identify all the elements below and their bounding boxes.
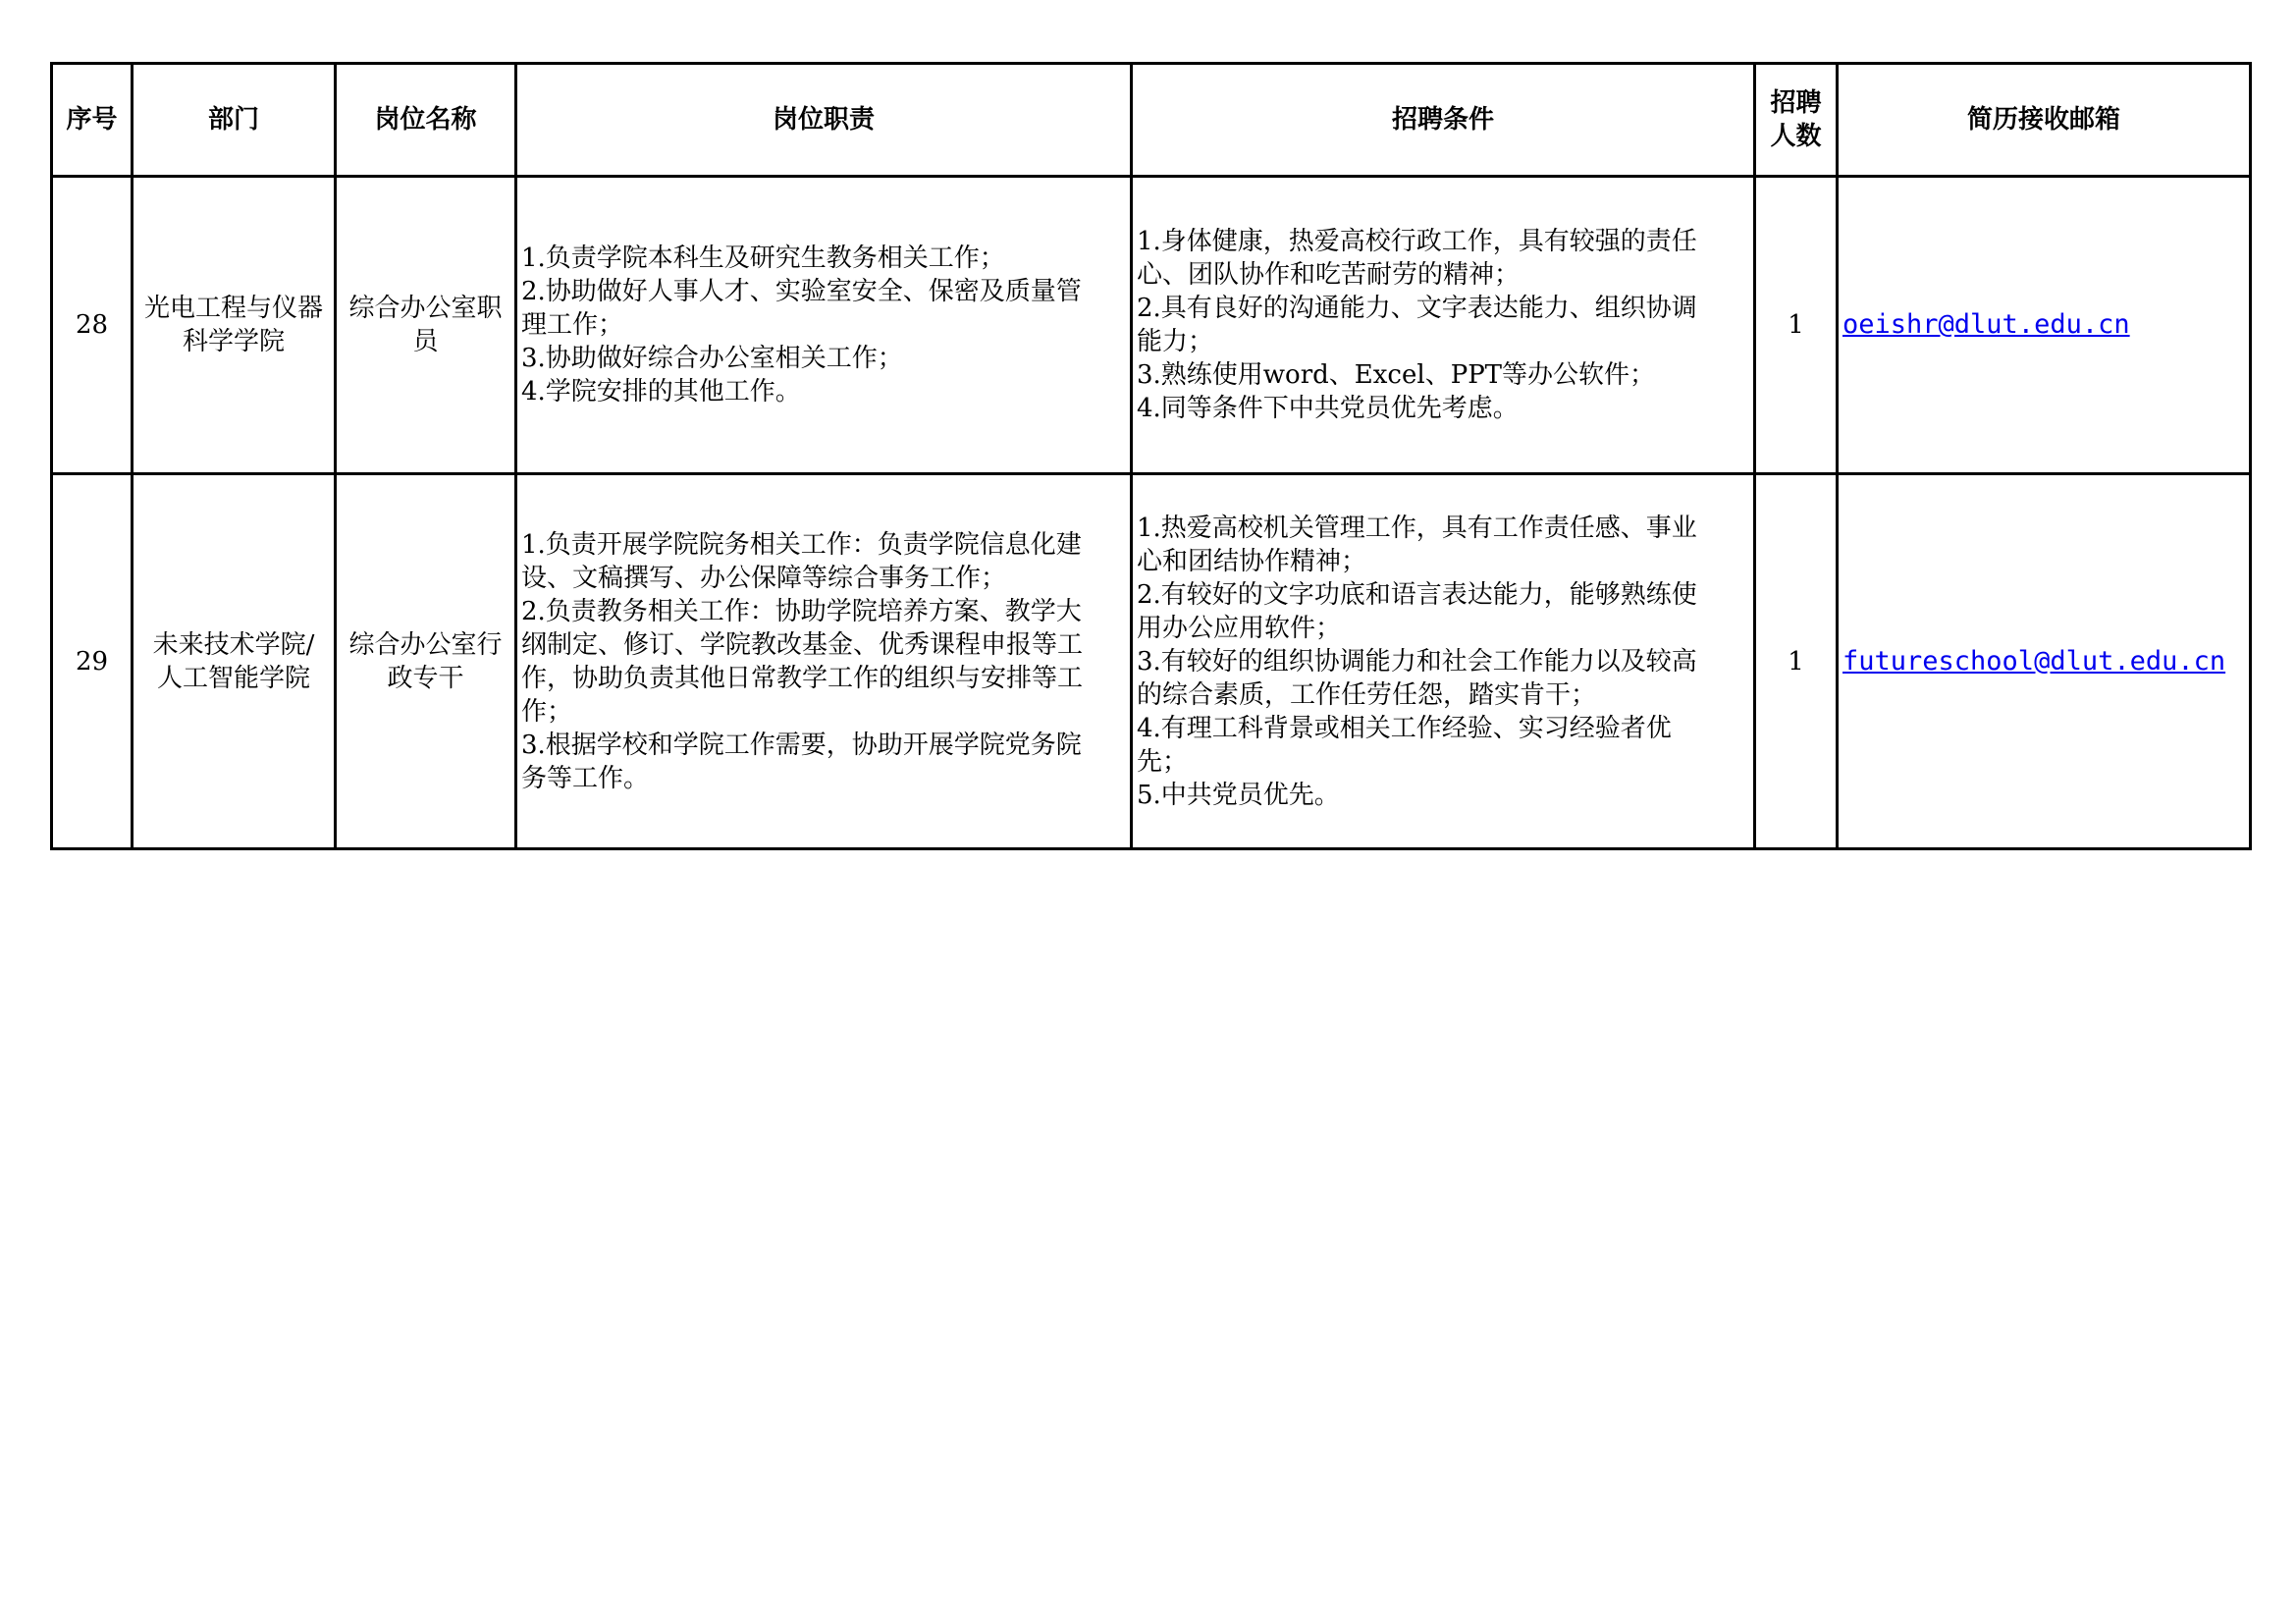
position-line: 综合办公室职 xyxy=(348,294,503,323)
duty-line: 理工作； xyxy=(521,310,624,340)
cell-seq: 29 xyxy=(52,474,133,849)
requirement-line: 1.身体健康，热爱高校行政工作，具有较强的责任 xyxy=(1137,227,1697,256)
position-line: 政专干 xyxy=(387,663,464,693)
requirement-line: 4.有理工科背景或相关工作经验、实习经验者优 xyxy=(1137,713,1672,743)
header-requirements: 招聘条件 xyxy=(1132,64,1755,177)
table-row xyxy=(52,177,2251,474)
dept-line: 未来技术学院/ xyxy=(152,629,315,660)
header-duties: 岗位职责 xyxy=(516,64,1132,177)
requirement-line: 先； xyxy=(1137,746,1189,777)
requirement-line: 能力； xyxy=(1137,327,1214,356)
duty-line: 1.负责开展学院院务相关工作：负责学院信息化建 xyxy=(521,529,1082,560)
header-count-line-2: 人数 xyxy=(1770,122,1822,151)
recruitment-table xyxy=(50,62,2252,850)
duty-line: 1.负责学院本科生及研究生教务相关工作； xyxy=(521,244,1005,273)
duty-line: 务等工作。 xyxy=(521,763,650,793)
duty-line: 2.协助做好人事人才、实验室安全、保密及质量管 xyxy=(521,277,1082,306)
cell-requirements xyxy=(1132,177,1755,474)
position-line: 员 xyxy=(412,327,439,356)
cell-email xyxy=(1838,474,2251,849)
duty-line: 3.协助做好综合办公室相关工作； xyxy=(521,344,903,373)
position-line: 综合办公室行 xyxy=(348,629,503,660)
cell-email xyxy=(1838,177,2251,474)
duty-line: 作； xyxy=(521,696,573,727)
requirement-line: 4.同等条件下中共党员优先考虑。 xyxy=(1137,394,1519,423)
header-dept: 部门 xyxy=(133,64,336,177)
header-count xyxy=(1755,64,1838,177)
email-link[interactable]: oeishr@dlut.edu.cn xyxy=(1842,309,2130,340)
duty-line: 设、文稿撰写、办公保障等综合事务工作； xyxy=(521,563,1007,593)
table-row xyxy=(52,474,2251,849)
header-seq: 序号 xyxy=(52,64,133,177)
cell-duties xyxy=(516,177,1132,474)
duty-line: 4.学院安排的其他工作。 xyxy=(521,377,801,406)
cell-position xyxy=(336,177,516,474)
cell-requirements xyxy=(1132,474,1755,849)
duty-line: 纲制定、修订、学院教改基金、优秀课程申报等工 xyxy=(521,629,1084,660)
dept-line: 人工智能学院 xyxy=(156,663,310,693)
requirement-line: 5.中共党员优先。 xyxy=(1137,780,1340,810)
header-position: 岗位名称 xyxy=(336,64,516,177)
header-count-line-1: 招聘 xyxy=(1770,88,1822,118)
email-link[interactable]: futureschool@dlut.edu.cn xyxy=(1842,645,2226,677)
dept-line: 科学学院 xyxy=(182,327,285,356)
requirement-line: 的综合素质，工作任劳任怨，踏实肯干； xyxy=(1137,679,1597,710)
cell-position xyxy=(336,474,516,849)
duty-line: 3.根据学校和学院工作需要，协助开展学院党务院 xyxy=(521,730,1082,760)
requirement-line: 3.熟练使用word、Excel、PPT等办公软件； xyxy=(1137,360,1656,390)
requirement-line: 2.具有良好的沟通能力、文字表达能力、组织协调 xyxy=(1137,294,1697,323)
requirement-line: 心和团结协作精神； xyxy=(1137,546,1367,576)
cell-dept xyxy=(133,474,336,849)
header-row xyxy=(52,64,2251,177)
requirement-line: 用办公应用软件； xyxy=(1137,613,1342,643)
cell-seq: 28 xyxy=(52,177,133,474)
requirement-line: 2.有较好的文字功底和语言表达能力，能够熟练使 xyxy=(1137,579,1697,610)
requirement-line: 心、团队协作和吃苦耐劳的精神； xyxy=(1137,260,1521,290)
cell-duties xyxy=(516,474,1132,849)
cell-dept xyxy=(133,177,336,474)
header-email: 简历接收邮箱 xyxy=(1838,64,2251,177)
cell-count: 1 xyxy=(1755,177,1838,474)
duty-line: 2.负责教务相关工作：协助学院培养方案、教学大 xyxy=(521,596,1082,626)
requirement-line: 1.热爱高校机关管理工作，具有工作责任感、事业 xyxy=(1137,513,1697,543)
dept-line: 光电工程与仪器 xyxy=(143,294,323,323)
duty-line: 作，协助负责其他日常教学工作的组织与安排等工 xyxy=(521,663,1084,693)
cell-count: 1 xyxy=(1755,474,1838,849)
requirement-line: 3.有较好的组织协调能力和社会工作能力以及较高 xyxy=(1137,646,1697,677)
